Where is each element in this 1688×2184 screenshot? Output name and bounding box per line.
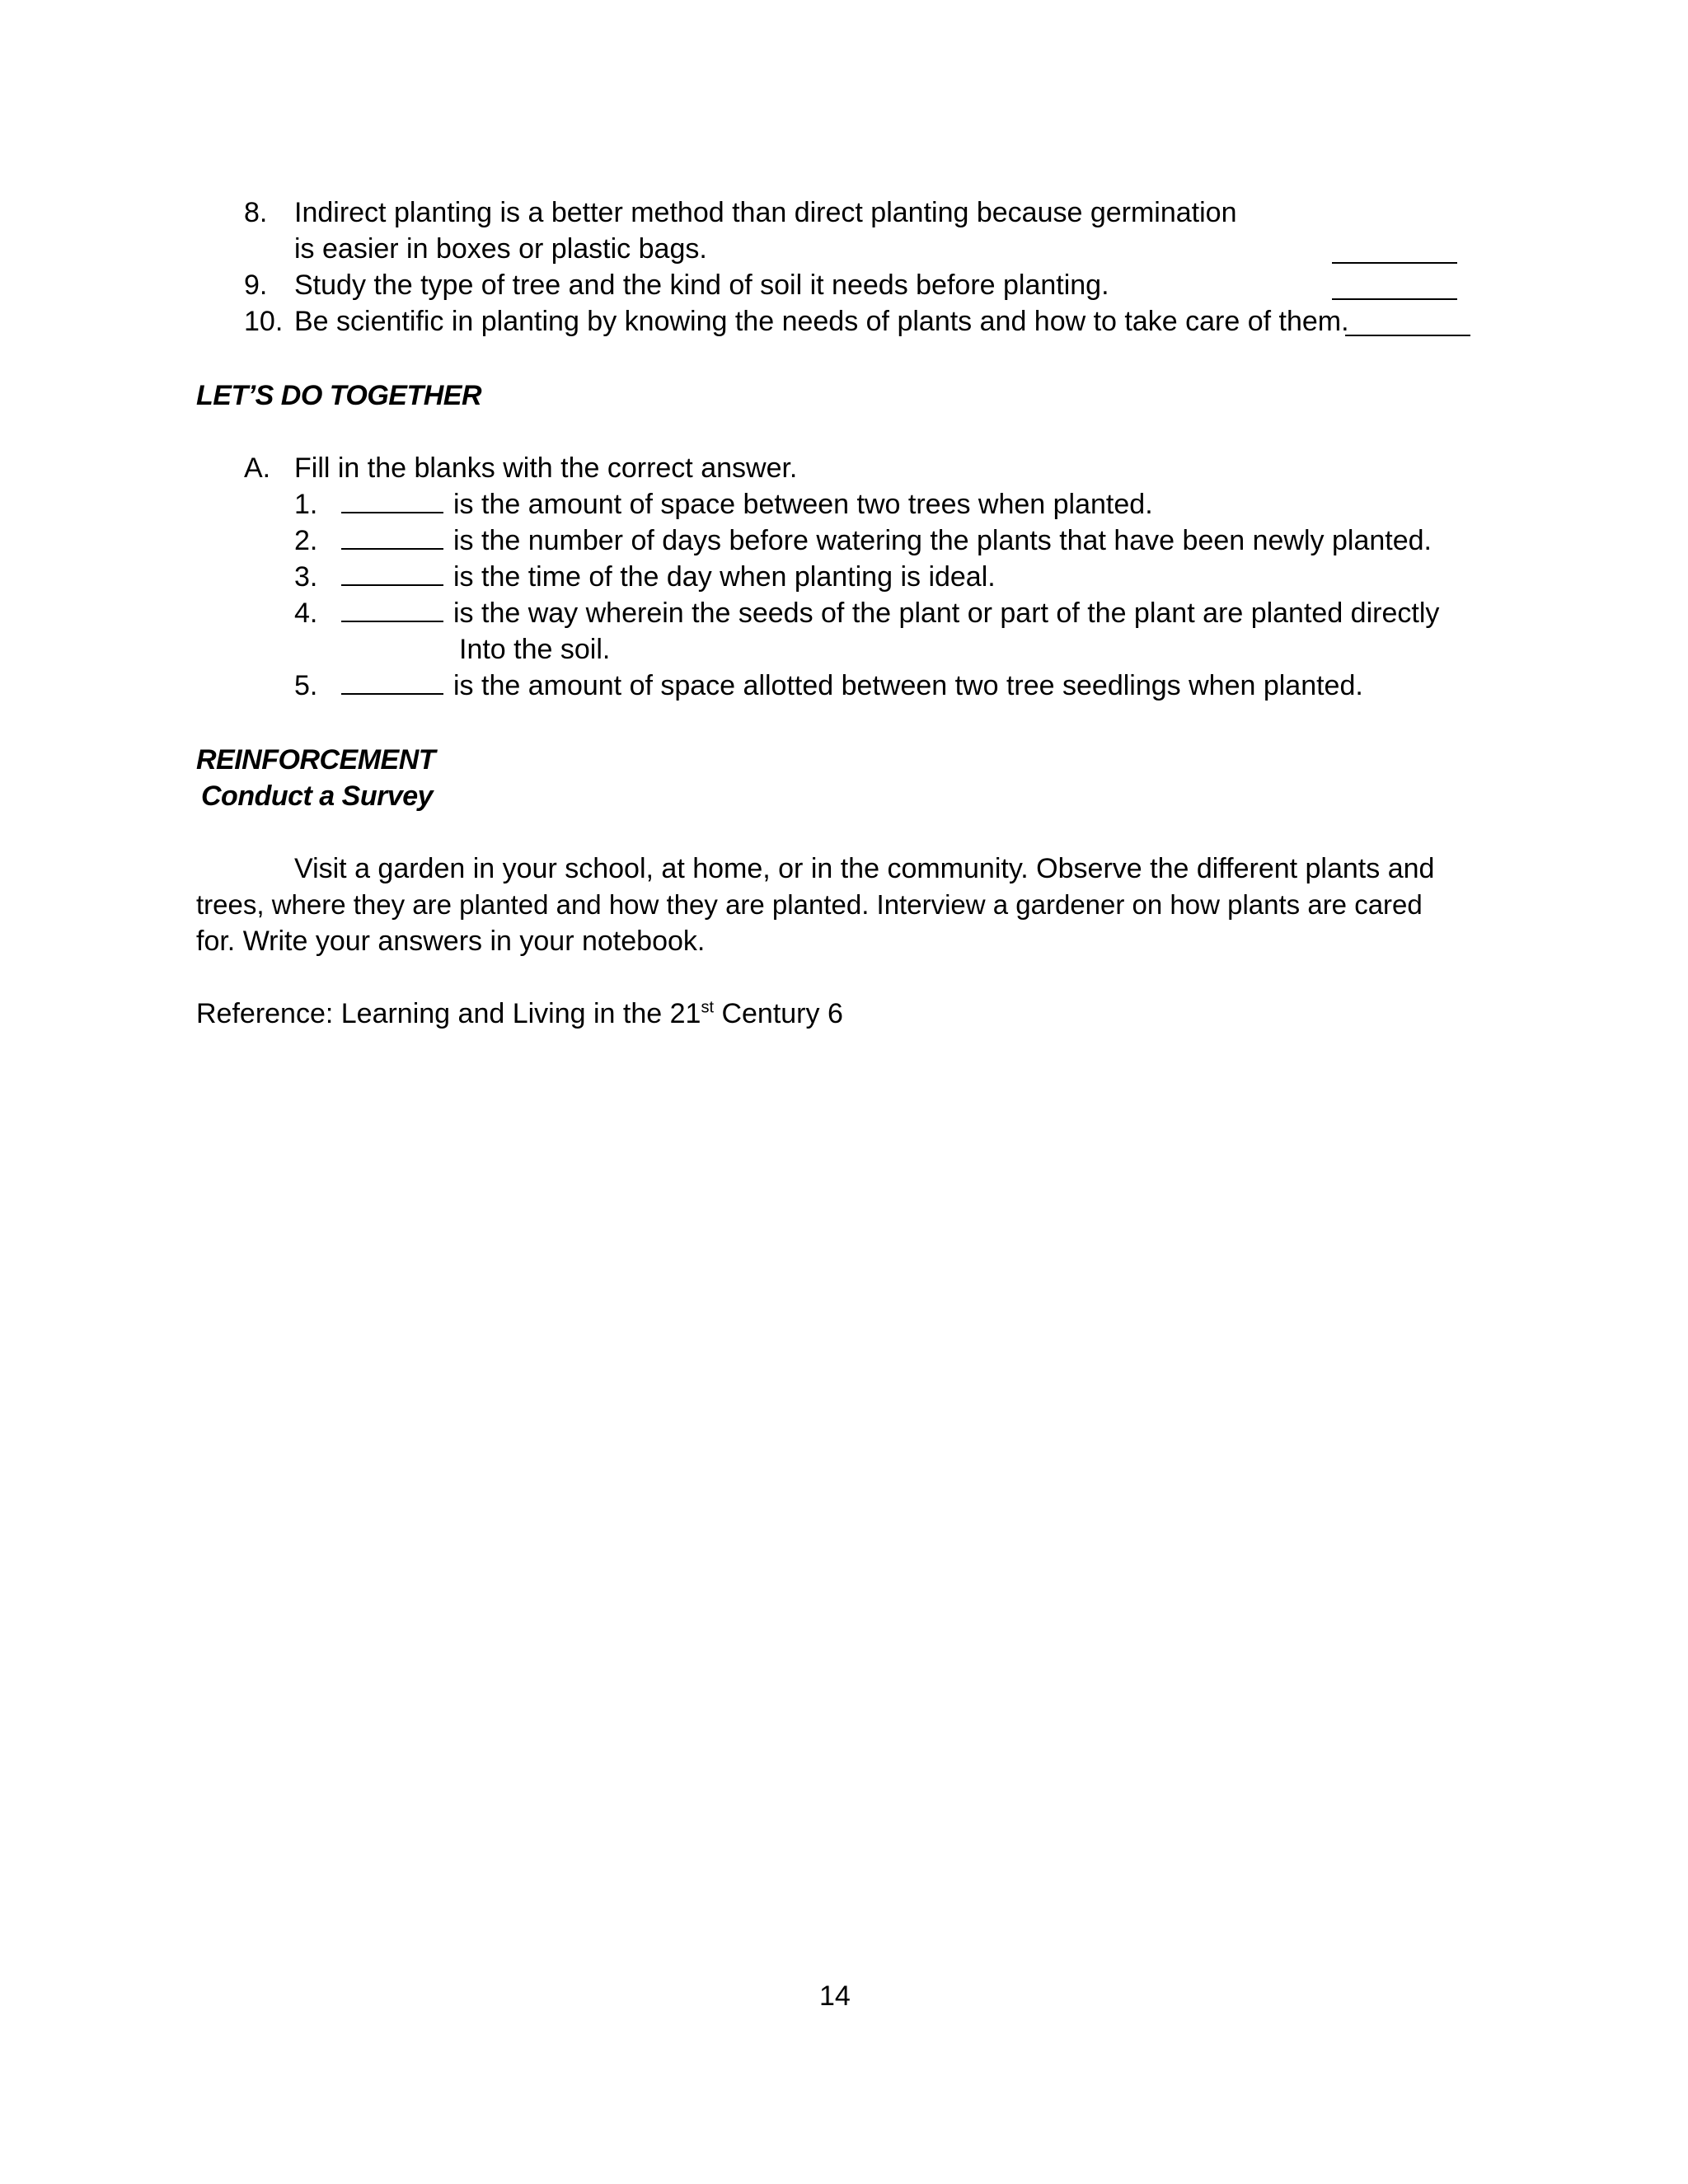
reinforcement-paragraph-line3: for. Write your answers in your notebook. — [196, 926, 706, 957]
item-9-number: 9. — [244, 269, 268, 301]
reference-line — [196, 996, 843, 1032]
fill-item-3-number: 3. — [294, 561, 318, 593]
reference-prefix: Reference: Learning and Living in the 21 — [196, 998, 701, 1029]
fill-item-3-blank[interactable] — [341, 561, 443, 586]
fill-item-4-number: 4. — [294, 598, 318, 629]
fill-item-2-blank[interactable] — [341, 525, 443, 550]
reinforcement-heading: REINFORCEMENT — [196, 744, 436, 776]
reinforcement-paragraph-line1: Visit a garden in your school, at home, or in the community. Observe the different plants and — [294, 853, 1435, 884]
item-8-number: 8. — [244, 197, 268, 228]
fill-item-1 — [341, 486, 1153, 523]
reference-superscript: st — [701, 998, 714, 1017]
reference-suffix: Century 6 — [714, 998, 843, 1029]
fill-item-5-text: is the amount of space allotted between two tree seedlings when planted. — [453, 670, 1363, 701]
part-a-instruction: Fill in the blanks with the correct answer. — [294, 452, 798, 484]
fill-item-1-blank[interactable] — [341, 489, 443, 513]
page-number: 14 — [819, 1980, 851, 2012]
item-8-text-line1: Indirect planting is a better method than direct planting because germination — [294, 197, 1237, 228]
fill-item-1-text: is the amount of space between two trees when planted. — [453, 489, 1153, 520]
fill-item-3-text: is the time of the day when planting is ideal. — [453, 561, 996, 593]
item-8-answer-blank[interactable] — [1332, 262, 1457, 264]
fill-item-4 — [341, 595, 1439, 631]
fill-item-5 — [341, 668, 1363, 704]
item-10-answer-blank[interactable] — [1345, 335, 1470, 336]
fill-item-2-number: 2. — [294, 525, 318, 556]
fill-item-4-text: is the way wherein the seeds of the plant or part of the plant are planted directly — [453, 598, 1440, 629]
fill-item-4-blank[interactable] — [341, 598, 443, 622]
fill-item-5-blank[interactable] — [341, 670, 443, 695]
fill-item-2-text: is the number of days before watering the plants that have been newly planted. — [453, 525, 1432, 556]
reinforcement-subheading: Conduct a Survey — [201, 780, 434, 812]
item-9-text: Study the type of tree and the kind of soil it needs before planting. — [294, 269, 1109, 301]
item-8-text-line2: is easier in boxes or plastic bags. — [294, 233, 707, 265]
item-9-answer-blank[interactable] — [1332, 298, 1457, 300]
item-10-number: 10. — [244, 306, 284, 337]
fill-item-4-continuation: Into the soil. — [459, 634, 611, 665]
part-a-letter: A. — [244, 452, 271, 484]
reinforcement-paragraph-line2: trees, where they are planted and how they are planted. Interview a gardener on how plants are cared — [196, 889, 1423, 920]
fill-item-1-number: 1. — [294, 489, 318, 520]
fill-item-5-number: 5. — [294, 670, 318, 701]
lets-do-together-heading: LET’S DO TOGETHER — [196, 380, 482, 411]
fill-item-3 — [341, 559, 996, 595]
fill-item-2 — [341, 523, 1432, 559]
item-10-text: Be scientific in planting by knowing the needs of plants and how to take care of them. — [294, 306, 1349, 337]
